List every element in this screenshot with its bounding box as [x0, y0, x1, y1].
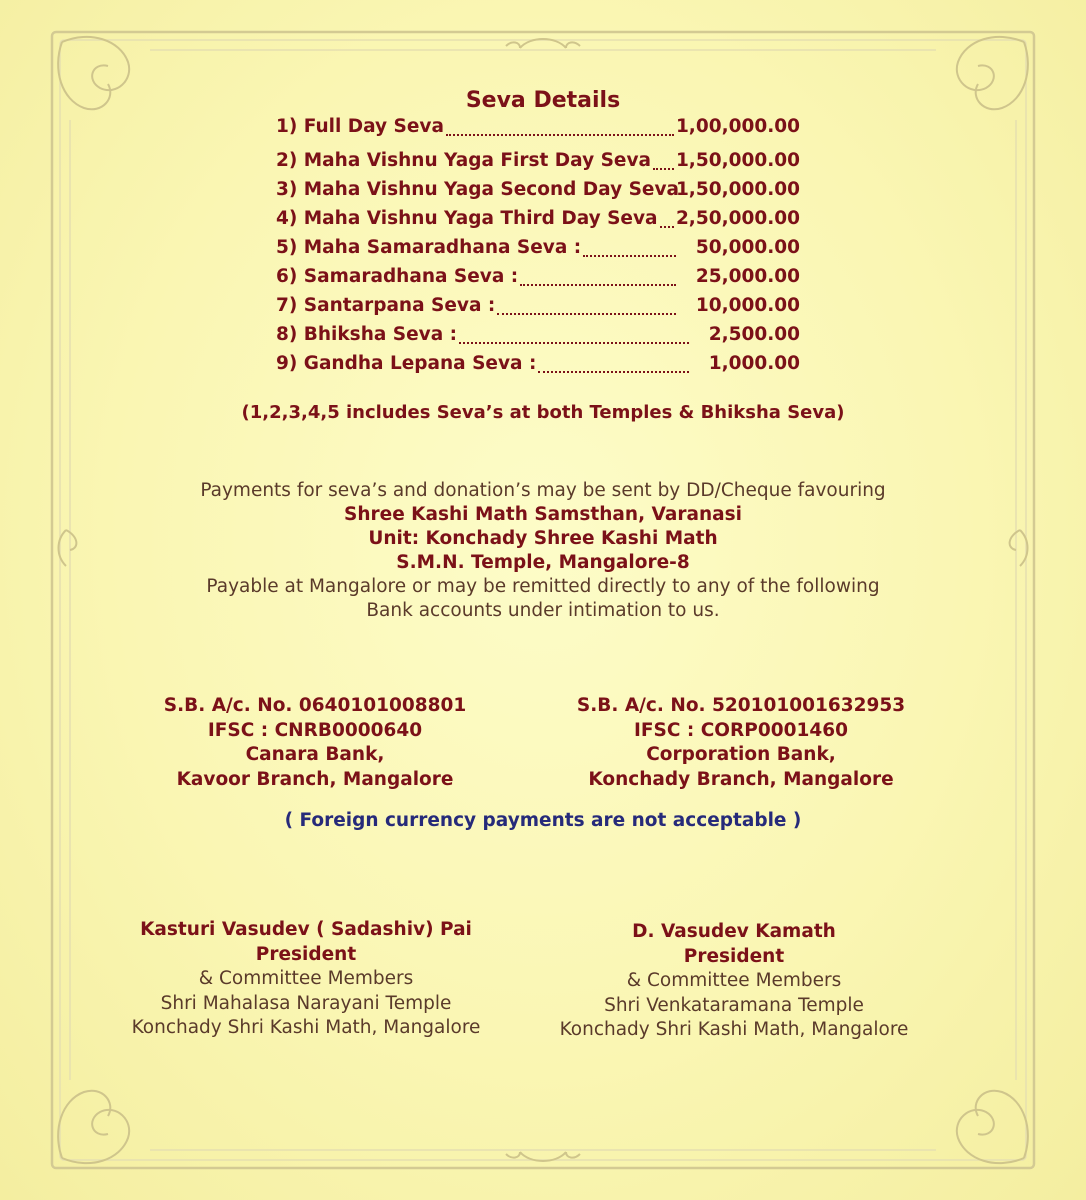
seva-amount: 1,50,000.00 — [675, 179, 800, 200]
seva-leader-dots — [653, 150, 674, 170]
seva-row — [276, 266, 800, 292]
seva-label: 2) Maha Vishnu Yaga First Day Seva — [276, 150, 651, 171]
seva-leader-dots — [583, 237, 676, 257]
seva-row — [276, 353, 800, 379]
seva-label: 4) Maha Vishnu Yaga Third Day Seva — [276, 208, 658, 229]
seva-row — [276, 179, 800, 205]
seva-label: 7) Santarpana Seva : — [276, 295, 496, 316]
seva-amount: 1,000.00 — [708, 353, 800, 374]
seva-row — [276, 116, 800, 142]
bank-account-number: S.B. A/c. No. 0640101008801 — [163, 695, 467, 716]
page-title: Seva Details — [465, 88, 621, 113]
payee-name: Shree Kashi Math Samsthan, Varanasi — [344, 504, 742, 525]
seva-label: 8) Bhiksha Seva : — [276, 324, 458, 345]
seva-leader-dots — [520, 266, 676, 286]
seva-amount: 2,500.00 — [708, 324, 800, 345]
signatory-name: Kasturi Vasudev ( Sadashiv) Pai — [140, 919, 472, 940]
seva-row — [276, 208, 800, 234]
payment-instruction: Payments for seva’s and donation’s may be sent by DD/Cheque favouring — [200, 480, 886, 501]
seva-label: 1) Full Day Seva — [276, 116, 444, 137]
payment-intimation-note: Bank accounts under intimation to us. — [366, 600, 720, 621]
bank-account-number: S.B. A/c. No. 520101001632953 — [576, 695, 906, 716]
bank-account-canara — [160, 694, 470, 792]
signatory-temple: Shri Mahalasa Narayani Temple — [160, 992, 452, 1014]
seva-leader-dots — [459, 324, 689, 344]
seva-amount: 50,000.00 — [695, 237, 800, 258]
seva-row — [276, 295, 800, 321]
foreign-currency-note: ( Foreign currency payments are not acceptable ) — [284, 810, 802, 831]
seva-label: 3) Maha Vishnu Yaga Second Day Seva — [276, 179, 679, 200]
seva-leader-dots — [660, 208, 674, 228]
seva-leader-dots — [446, 116, 674, 136]
bank-branch: Konchady Branch, Mangalore — [588, 768, 894, 790]
signatory-left — [110, 918, 502, 1041]
seva-leader-dots — [497, 295, 676, 315]
bank-name: Canara Bank, — [245, 744, 385, 765]
payee-unit: Unit: Konchady Shree Kashi Math — [368, 528, 718, 549]
seva-row — [276, 150, 800, 176]
signatory-temple: Shri Venkataramana Temple — [604, 994, 864, 1016]
payment-remit-note: Payable at Mangalore or may be remitted directly to any of the following — [206, 576, 880, 597]
signatory-role: President — [683, 945, 785, 967]
signatory-name: D. Vasudev Kamath — [632, 921, 836, 942]
signatory-role: President — [255, 943, 357, 965]
seva-row — [276, 237, 800, 263]
signatory-place: Konchady Shri Kashi Math, Mangalore — [131, 1017, 481, 1038]
seva-row — [276, 324, 800, 350]
seva-amount: 1,00,000.00 — [675, 116, 800, 137]
seva-amount: 25,000.00 — [695, 266, 800, 287]
signatory-place: Konchady Shri Kashi Math, Mangalore — [559, 1019, 909, 1040]
bank-branch: Kavoor Branch, Mangalore — [176, 768, 454, 790]
signatory-members: & Committee Members — [626, 970, 842, 991]
seva-amount: 10,000.00 — [695, 295, 800, 316]
seva-label: 5) Maha Samaradhana Seva : — [276, 237, 582, 258]
signatory-members: & Committee Members — [198, 968, 414, 989]
seva-amount: 2,50,000.00 — [675, 208, 800, 229]
bank-account-corporation — [576, 694, 906, 792]
bank-name: Corporation Bank, — [646, 744, 836, 765]
seva-amount: 1,50,000.00 — [675, 150, 800, 171]
seva-leader-dots — [538, 353, 689, 373]
signatory-right — [538, 920, 930, 1043]
seva-note: (1,2,3,4,5 includes Seva’s at both Temples & Bhiksha Seva) — [241, 402, 845, 423]
bank-ifsc: IFSC : CNRB0000640 — [207, 719, 423, 741]
bank-ifsc: IFSC : CORP0001460 — [634, 719, 848, 741]
seva-label: 9) Gandha Lepana Seva : — [276, 353, 537, 374]
payee-address: S.M.N. Temple, Mangalore-8 — [396, 552, 690, 573]
seva-label: 6) Samaradhana Seva : — [276, 266, 519, 287]
